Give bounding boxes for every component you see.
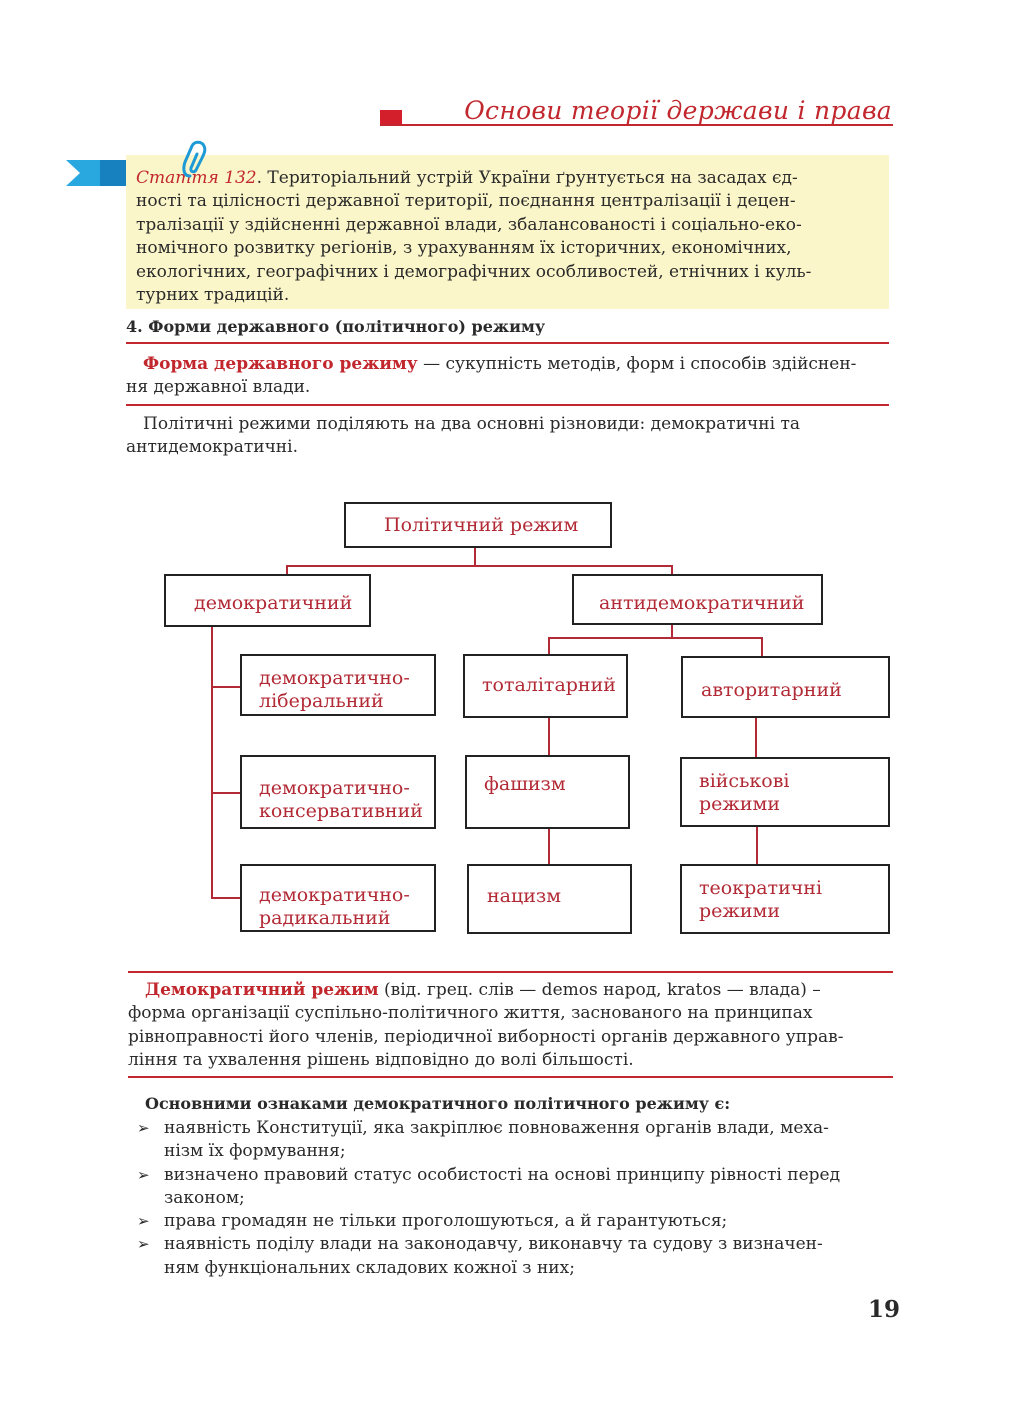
article-line: екологічних, географічних і демографічних особливостей, етнічних і куль-	[136, 261, 812, 282]
definition-text: рівноправності його членів, періодичної виборності органів державного управ-	[128, 1026, 844, 1047]
definition2-rule-top	[128, 971, 893, 973]
list-item-text: наявність Конституції, яка закріплює повноваження органів влади, меха-	[164, 1118, 829, 1138]
connector	[286, 565, 288, 575]
node-label: теократичні	[699, 877, 823, 899]
section-heading: 4. Форми державного (політичного) режиму	[126, 317, 546, 336]
connector	[755, 717, 757, 757]
definition-term: Форма державного режиму	[143, 354, 418, 374]
node-label: демократично-	[259, 777, 410, 799]
list-item-text: визначено правовий статус особистості на основі принципу рівності перед	[164, 1164, 841, 1185]
definition-term: Демократичний режим	[145, 980, 379, 1000]
connector	[756, 826, 758, 864]
node-nazism	[467, 864, 632, 934]
connector	[671, 565, 673, 575]
node-antidemocratic	[572, 574, 823, 625]
node-label: консервативний	[259, 800, 423, 822]
node-label: нацизм	[487, 885, 562, 907]
node-democratic-liberal	[240, 654, 436, 716]
connector	[474, 547, 476, 566]
features-heading: Основними ознаками демократичного політичного режиму є:	[145, 1094, 731, 1113]
list-item	[137, 1164, 894, 1211]
definition2-rule-bottom	[128, 1076, 893, 1078]
article-line: турних традицій.	[136, 285, 290, 306]
connector	[548, 637, 550, 655]
node-theocratic-regimes	[680, 864, 890, 934]
connector	[211, 626, 213, 898]
arrow-bullet-icon: ➢	[137, 1165, 150, 1184]
node-authoritarian	[681, 656, 890, 718]
node-democratic-radical	[240, 864, 436, 932]
intro-line: Політичні режими поділяють на два основні різновиди: демократичні та	[143, 414, 800, 434]
constitution-article-box	[126, 155, 889, 309]
definition-text: ління та ухвалення рішень відповідно до волі більшості.	[128, 1050, 634, 1071]
node-label: фашизм	[484, 773, 566, 795]
node-label: антидемократичний	[599, 592, 805, 614]
list-item-text: наявність поділу влади на законодавчу, виконавчу та судову з визначен-	[164, 1234, 823, 1255]
running-header-title: Основи теорії держави і права	[464, 96, 892, 125]
node-military-regimes	[680, 757, 890, 827]
section-rule-top	[126, 342, 889, 344]
node-label: військові	[699, 770, 790, 792]
list-item	[137, 1210, 894, 1233]
list-item-text: нізм їх формування;	[164, 1141, 346, 1162]
node-fascism	[465, 755, 630, 829]
features-list	[137, 1117, 894, 1280]
intro-line: антидемократичні.	[126, 437, 298, 458]
list-item-text: права громадян не тільки проголошуються, а й гарантуються;	[164, 1211, 728, 1232]
intro-paragraph	[126, 413, 889, 460]
definition-text: — сукупність методів, форм і способів здійснен-	[417, 354, 857, 374]
definition-text: форма організації суспільно-політичного життя, заснованого на принципах	[128, 1003, 813, 1024]
node-label: режими	[699, 900, 780, 922]
article-line: ності та цілісності державної території, поєднання централізації і децен-	[136, 191, 796, 212]
article-line: . Територіальний устрій України ґрунтується на засадах єд-	[256, 168, 798, 188]
article-line: тралізації у здійсненні державної влади, збалансованості і соціально-еко-	[136, 214, 802, 235]
connector	[548, 637, 762, 639]
definition-text: ня державної влади.	[126, 377, 311, 398]
node-label: тоталітарний	[482, 674, 616, 696]
paperclip-icon	[180, 140, 214, 180]
connector	[761, 637, 763, 657]
node-democratic	[164, 574, 371, 627]
connector	[548, 828, 550, 864]
article-reference: Стаття 132	[136, 168, 257, 188]
connector	[548, 717, 550, 755]
connector	[671, 625, 673, 637]
node-totalitarian	[463, 654, 628, 718]
arrow-bullet-icon: ➢	[137, 1119, 150, 1137]
node-political-regime	[344, 502, 612, 548]
connector	[211, 686, 241, 688]
node-label: демократично-	[259, 884, 410, 906]
node-label: демократично-	[259, 667, 410, 689]
connector	[211, 897, 241, 899]
list-item-text: ням функціональних складових кожної з них;	[164, 1257, 575, 1278]
node-label: демократичний	[194, 592, 353, 614]
definition-text: (від. грец. слів — demos народ, kratos — влада) –	[378, 980, 821, 1000]
definition-democratic-regime	[128, 979, 893, 1073]
node-label: ліберальний	[259, 690, 384, 712]
article-line: номічного розвитку регіонів, з урахуванням їх історичних, економічних,	[136, 238, 792, 259]
node-label: Політичний режим	[384, 514, 579, 536]
arrow-bullet-icon: ➢	[137, 1212, 150, 1231]
page-number: 19	[868, 1296, 901, 1323]
connector	[211, 792, 241, 794]
definition-state-regime	[126, 353, 889, 400]
connector	[286, 565, 672, 567]
definition-rule-bottom	[126, 404, 889, 406]
list-item-text: законом;	[164, 1187, 245, 1208]
node-democratic-conservative	[240, 755, 436, 829]
node-label: режими	[699, 793, 780, 815]
blue-arrow-icon	[66, 160, 128, 186]
node-label: радикальний	[259, 907, 391, 929]
list-item	[137, 1233, 894, 1280]
list-item	[137, 1117, 894, 1164]
arrow-bullet-icon: ➢	[137, 1235, 150, 1254]
article-text	[136, 167, 881, 307]
node-label: авторитарний	[701, 679, 842, 701]
